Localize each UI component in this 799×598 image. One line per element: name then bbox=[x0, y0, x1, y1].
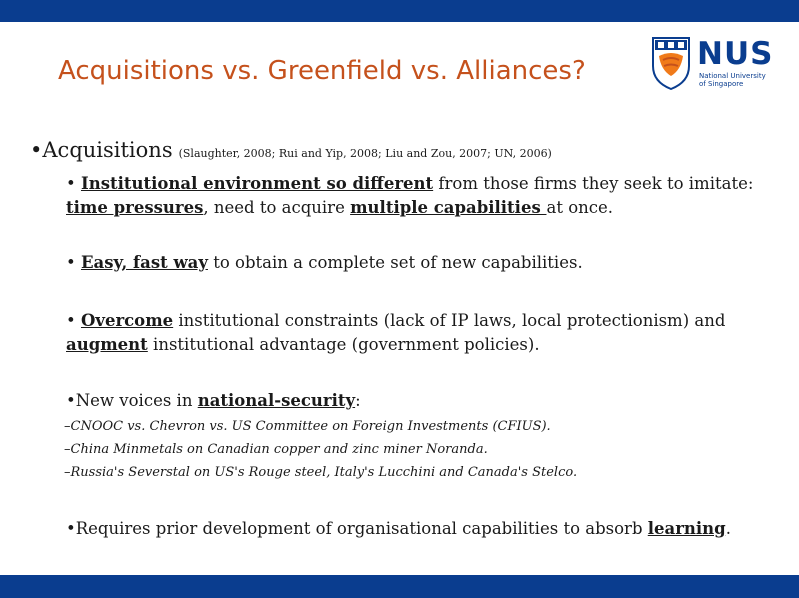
note-minmetals: –China Minmetals on Canadian copper and zinc miner Noranda. bbox=[64, 442, 488, 457]
heading-citation: (Slaughter, 2008; Rui and Yip, 2008; Liu and Zou, 2007; UN, 2006) bbox=[178, 147, 552, 160]
underlined-phrase: learning bbox=[647, 519, 726, 538]
point-text: institutional advantage (government policies). bbox=[147, 335, 540, 354]
point-overcome bbox=[66, 309, 766, 357]
underlined-phrase: multiple capabilities bbox=[350, 198, 547, 217]
point-text: institutional constraints (lack of IP laws, local protectionism) and bbox=[173, 311, 726, 330]
underlined-phrase: Institutional environment so different bbox=[80, 174, 434, 193]
underlined-phrase: national-security bbox=[197, 391, 356, 410]
underlined-phrase: time pressures bbox=[66, 198, 204, 217]
bottom-banner bbox=[0, 575, 799, 598]
bullet: •Requires prior development of organisational capabilities to absorb bbox=[66, 519, 648, 538]
note-cnooc: –CNOOC vs. Chevron vs. US Committee on Foreign Investments (CFIUS). bbox=[64, 419, 551, 434]
nus-logo-line1: National University bbox=[699, 72, 766, 80]
note-severstal: –Russia's Severstal on US's Rouge steel, Italy's Lucchini and Canada's Stelco. bbox=[64, 465, 578, 480]
point-text: : bbox=[355, 391, 361, 410]
slide-title: Acquisitions vs. Greenfield vs. Alliances? bbox=[58, 56, 586, 86]
point-national-security bbox=[66, 389, 766, 413]
nus-logo-word: NUS bbox=[697, 36, 774, 72]
underlined-phrase: Overcome bbox=[80, 311, 174, 330]
bullet: • bbox=[66, 174, 81, 193]
bullet: • bbox=[66, 253, 81, 272]
bullet: •New voices in bbox=[66, 391, 198, 410]
point-easy-fast-way bbox=[66, 251, 766, 275]
top-banner bbox=[0, 0, 799, 22]
point-text: . bbox=[725, 519, 731, 538]
nus-crest-icon bbox=[651, 36, 691, 90]
point-institutional-environment bbox=[66, 172, 766, 220]
underlined-phrase: augment bbox=[66, 335, 148, 354]
heading-main: •Acquisitions bbox=[30, 138, 173, 162]
nus-logo-subtitle bbox=[699, 72, 771, 88]
acquisitions-heading bbox=[30, 138, 552, 162]
point-text: , need to acquire bbox=[203, 198, 351, 217]
nus-logo bbox=[651, 36, 774, 92]
underlined-phrase: Easy, fast way bbox=[80, 253, 208, 272]
point-prior-development bbox=[66, 517, 766, 541]
nus-logo-line2: of Singapore bbox=[699, 80, 744, 88]
point-text: to obtain a complete set of new capabilities. bbox=[207, 253, 583, 272]
point-text: from those firms they seek to imitate: bbox=[433, 174, 754, 193]
point-text: at once. bbox=[546, 198, 614, 217]
bullet: • bbox=[66, 311, 81, 330]
